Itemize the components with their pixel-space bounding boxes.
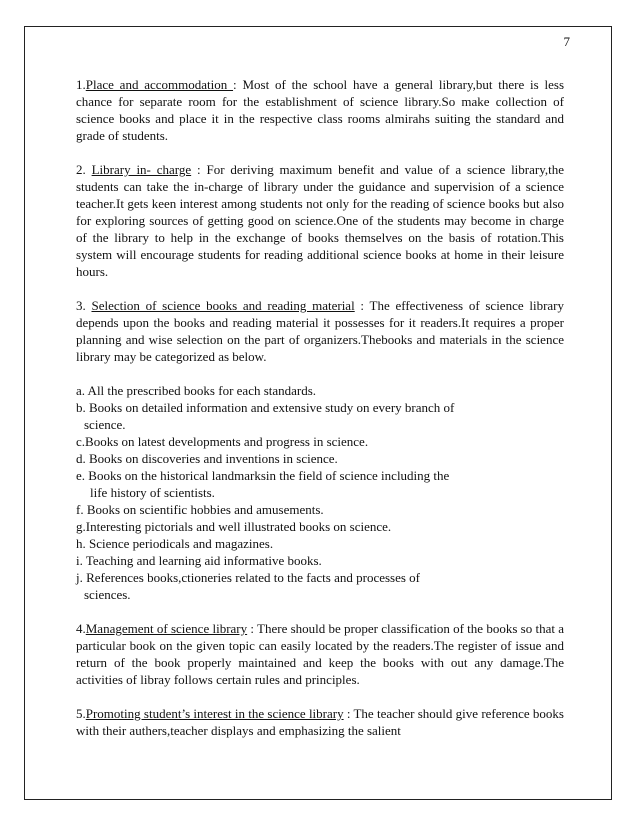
- section-place-accommodation: [76, 76, 564, 144]
- paragraph-gap: [76, 280, 564, 297]
- list-item: c.Books on latest developments and progress in science.: [76, 434, 369, 449]
- section-heading: Place and accommodation: [85, 77, 234, 92]
- page-number: 7: [563, 34, 570, 49]
- section-body: The teacher should give reference books with their authers,teacher displays and emphasizing the salient: [76, 706, 564, 738]
- section-separator: :: [247, 621, 254, 636]
- section-management: [76, 620, 564, 688]
- list-item: e. Books on the historical landmarksin the field of science including the life history of scientists.: [76, 468, 450, 500]
- paragraph-gap: [76, 688, 564, 705]
- list-item: d. Books on discoveries and inventions in science.: [76, 451, 338, 466]
- section-separator: :: [191, 162, 201, 177]
- section-selection-of-books: [76, 297, 564, 365]
- section-body: For deriving maximum benefit and value of a science library,the students can take the in-charge of library under the guidance and supervision of a science teacher.It gets keen interest among students not only for the reading of science books but also for exploring sources of getting good on science.One of the students may become in charge of the library to help in the exchange of books themselves on the basis of rotation.This system will encourage students for reading additional science books at home in their leisure hours.: [76, 162, 565, 279]
- section-number: 5.: [76, 706, 86, 721]
- paragraph-gap: [76, 603, 564, 620]
- section-body: The effectiveness of science library depends upon the books and reading material it possesses for it readers.It requires a proper planning and wise selection on the part of organizers.Thebooks and materials in the science library may be categorized as below.: [76, 298, 564, 364]
- section-number: 4.: [76, 621, 86, 636]
- list-item: a. All the prescribed books for each standards.: [76, 383, 317, 398]
- list-item: f. Books on scientific hobbies and amusements.: [76, 502, 324, 517]
- section-separator: :: [343, 706, 351, 721]
- section-separator: :: [233, 77, 237, 92]
- paragraph-gap: [76, 365, 564, 382]
- section-number: 2.: [76, 162, 92, 177]
- section-body: There should be proper classification of the books so that a particular book on the given topic can easily located by the readers.The register of issue and return of the book properly maintained and keep the books with out any damage.The activities of libray follows certain rules and principles.: [76, 621, 564, 687]
- paragraph-gap: [76, 144, 564, 161]
- list-item: g.Interesting pictorials and well illustrated books on science.: [76, 519, 392, 534]
- list-item: h. Science periodicals and magazines.: [76, 536, 274, 551]
- book-category-list: [76, 382, 564, 603]
- section-heading: Selection of science books and reading material: [91, 298, 355, 313]
- list-item: i. Teaching and learning aid informative books.: [76, 553, 322, 568]
- section-library-in-charge: [76, 161, 564, 280]
- section-separator: :: [354, 298, 365, 313]
- section-heading: Library in- charge: [91, 162, 192, 177]
- list-item: j. References books,ctioneries related to the facts and processes of sciences.: [76, 570, 421, 602]
- section-heading: Promoting student’s interest in the science library: [85, 706, 344, 721]
- document-body: [76, 76, 564, 739]
- section-number: 3.: [76, 298, 92, 313]
- section-body: Most of the school have a general library,but there is less chance for separate room for the establishment of science library.So make collection of science books and place it in the respective class rooms almirahs suiting the standard and grade of students.: [76, 77, 565, 143]
- section-number: 1.: [76, 77, 86, 92]
- section-heading: Management of science library: [85, 621, 248, 636]
- section-promoting-interest: [76, 705, 564, 739]
- list-item: b. Books on detailed information and extensive study on every branch of science.: [76, 400, 455, 432]
